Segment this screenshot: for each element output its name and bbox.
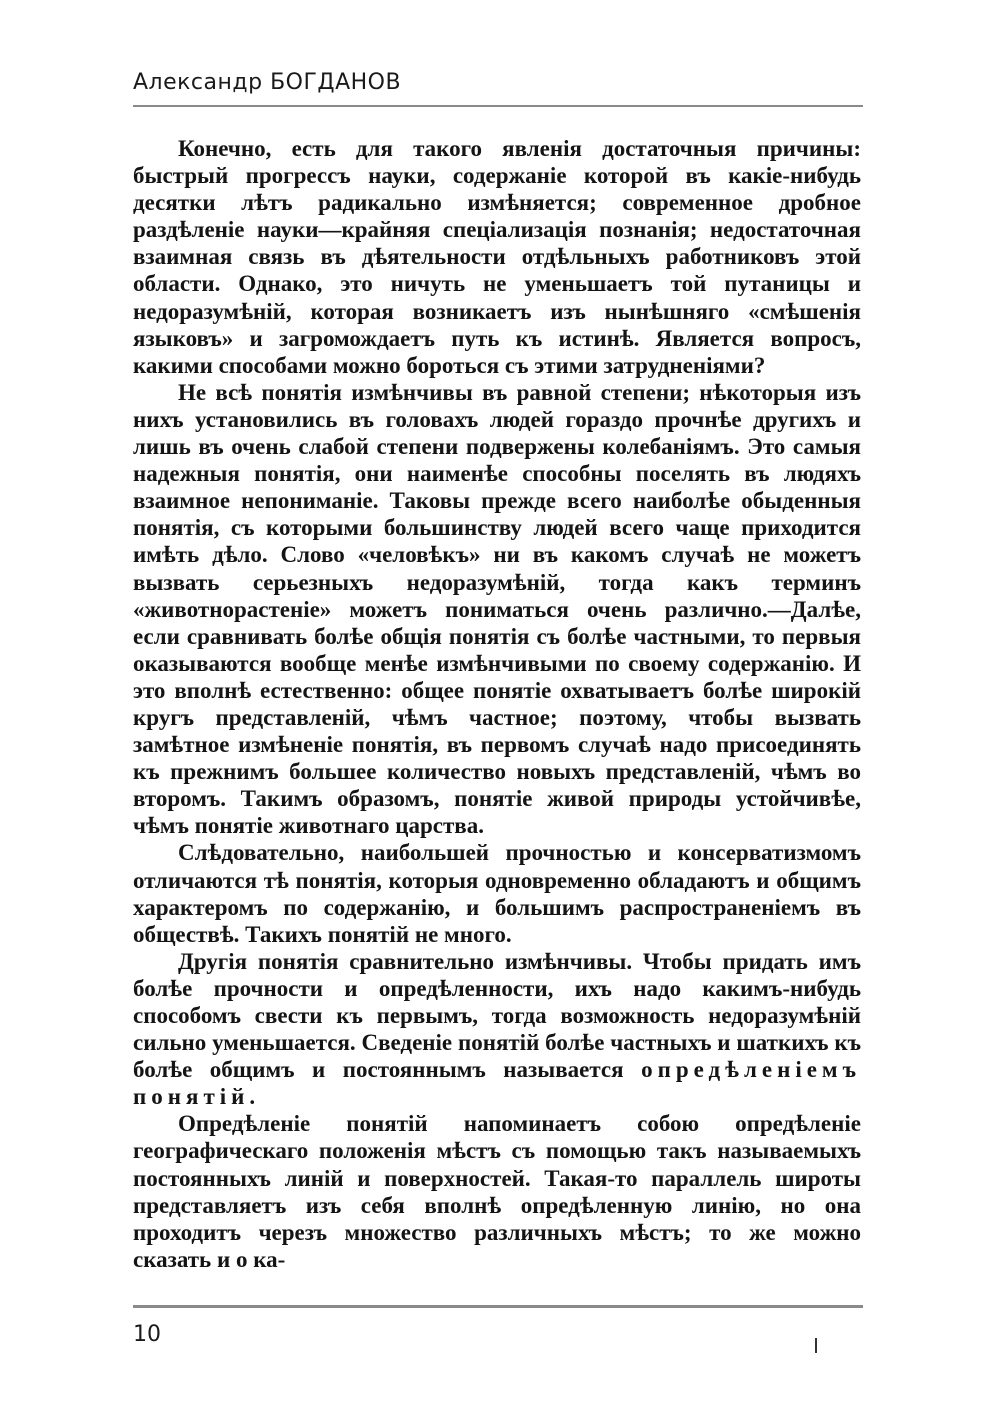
paragraph: Конечно, есть для такого явленія достаточныя причины: быстрый прогрессъ науки, содержаніе которой въ какіе-нибудь десятки лѣтъ радикально измѣняется; современное дробное раздѣленіе науки—крайняя спеціализація познанія; недостаточная взаимная связь въ дѣятельности отдѣльныхъ работниковъ этой области. Однако, это ничуть не уменьшаетъ той путаницы и недоразумѣній, которая возникаетъ изъ нынѣшняго «смѣшенія языковъ» и загромождаетъ путь къ истинѣ. Является вопросъ, какими способами можно бороться съ этими затрудненіями? xyxy=(133,136,861,378)
paragraph: Слѣдовательно, наибольшей прочностью и консерватизмомъ отличаются тѣ понятія, которыя одновременно обладаютъ и общимъ характеромъ по содержанію, и большимъ распространеніемъ въ обществѣ. Такихъ понятій не много. xyxy=(133,840,861,947)
body-text xyxy=(133,135,861,1273)
header-rule xyxy=(133,105,863,107)
paragraph-end: . xyxy=(249,1084,256,1110)
paragraph: Не всѣ понятія измѣнчивы въ равной степени; нѣкоторыя изъ нихъ установились въ головахъ людей гораздо прочнѣе другихъ и лишь въ очень слабой степени подвержены колебаніямъ. Это самыя надежныя понятія, они наименѣе способны поселять въ людяхъ взаимное непониманіе. Таковы прежде всего наиболѣе обыденныя понятія, съ которыми большинству людей всего чаще приходится имѣть дѣло. Слово «человѣкъ» ни въ какомъ случаѣ не можетъ вызвать серьезныхъ недоразумѣній, тогда какъ терминъ «животнорастеніе» можетъ пониматься очень различно.—Далѣе, если сравнивать болѣе общія понятія съ болѣе частными, то первыя оказываются вообще менѣе измѣнчивыми по своему содержанію. И это вполнѣ естественно: общее понятіе охватываетъ болѣе широкій кругъ представленій, чѣмъ частное; поэтому, чтобы вызвать замѣтное измѣненіе понятія, въ первомъ случаѣ надо присоединять къ прежнимъ большее количество новыхъ представленій, чѣмъ во второмъ. Такимъ образомъ, понятіе живой природы устойчивѣе, чѣмъ понятіе животнаго царства. xyxy=(133,379,861,839)
footer-rule xyxy=(133,1305,863,1308)
scan-mark xyxy=(815,1338,817,1353)
spaced-term: опредѣленіемъ понятій xyxy=(133,1057,862,1110)
paragraph xyxy=(133,948,861,1111)
paragraph-text: Другія понятія сравнительно измѣнчивы. Чтобы придать имъ болѣе прочности и опредѣленности, ихъ надо какимъ-нибудь способомъ свести къ первымъ, тогда возможность недоразумѣній сильно уменьшается. Сведеніе понятій болѣе частныхъ и шаткихъ къ болѣе общимъ и постояннымъ называется xyxy=(133,948,861,1083)
page-number: 10 xyxy=(133,1322,161,1347)
running-head-author: Александр БОГДАНОВ xyxy=(133,70,402,95)
paragraph: Опредѣленіе понятій напоминаетъ собою опредѣленіе географическаго положенія мѣстъ съ помощью такъ называемыхъ постоянныхъ линій и поверхностей. Такая-то параллель широты представляетъ изъ себя вполнѣ опредѣленную линію, но она проходитъ черезъ множество различныхъ мѣстъ; то же можно сказать и о ка- xyxy=(133,1111,861,1272)
